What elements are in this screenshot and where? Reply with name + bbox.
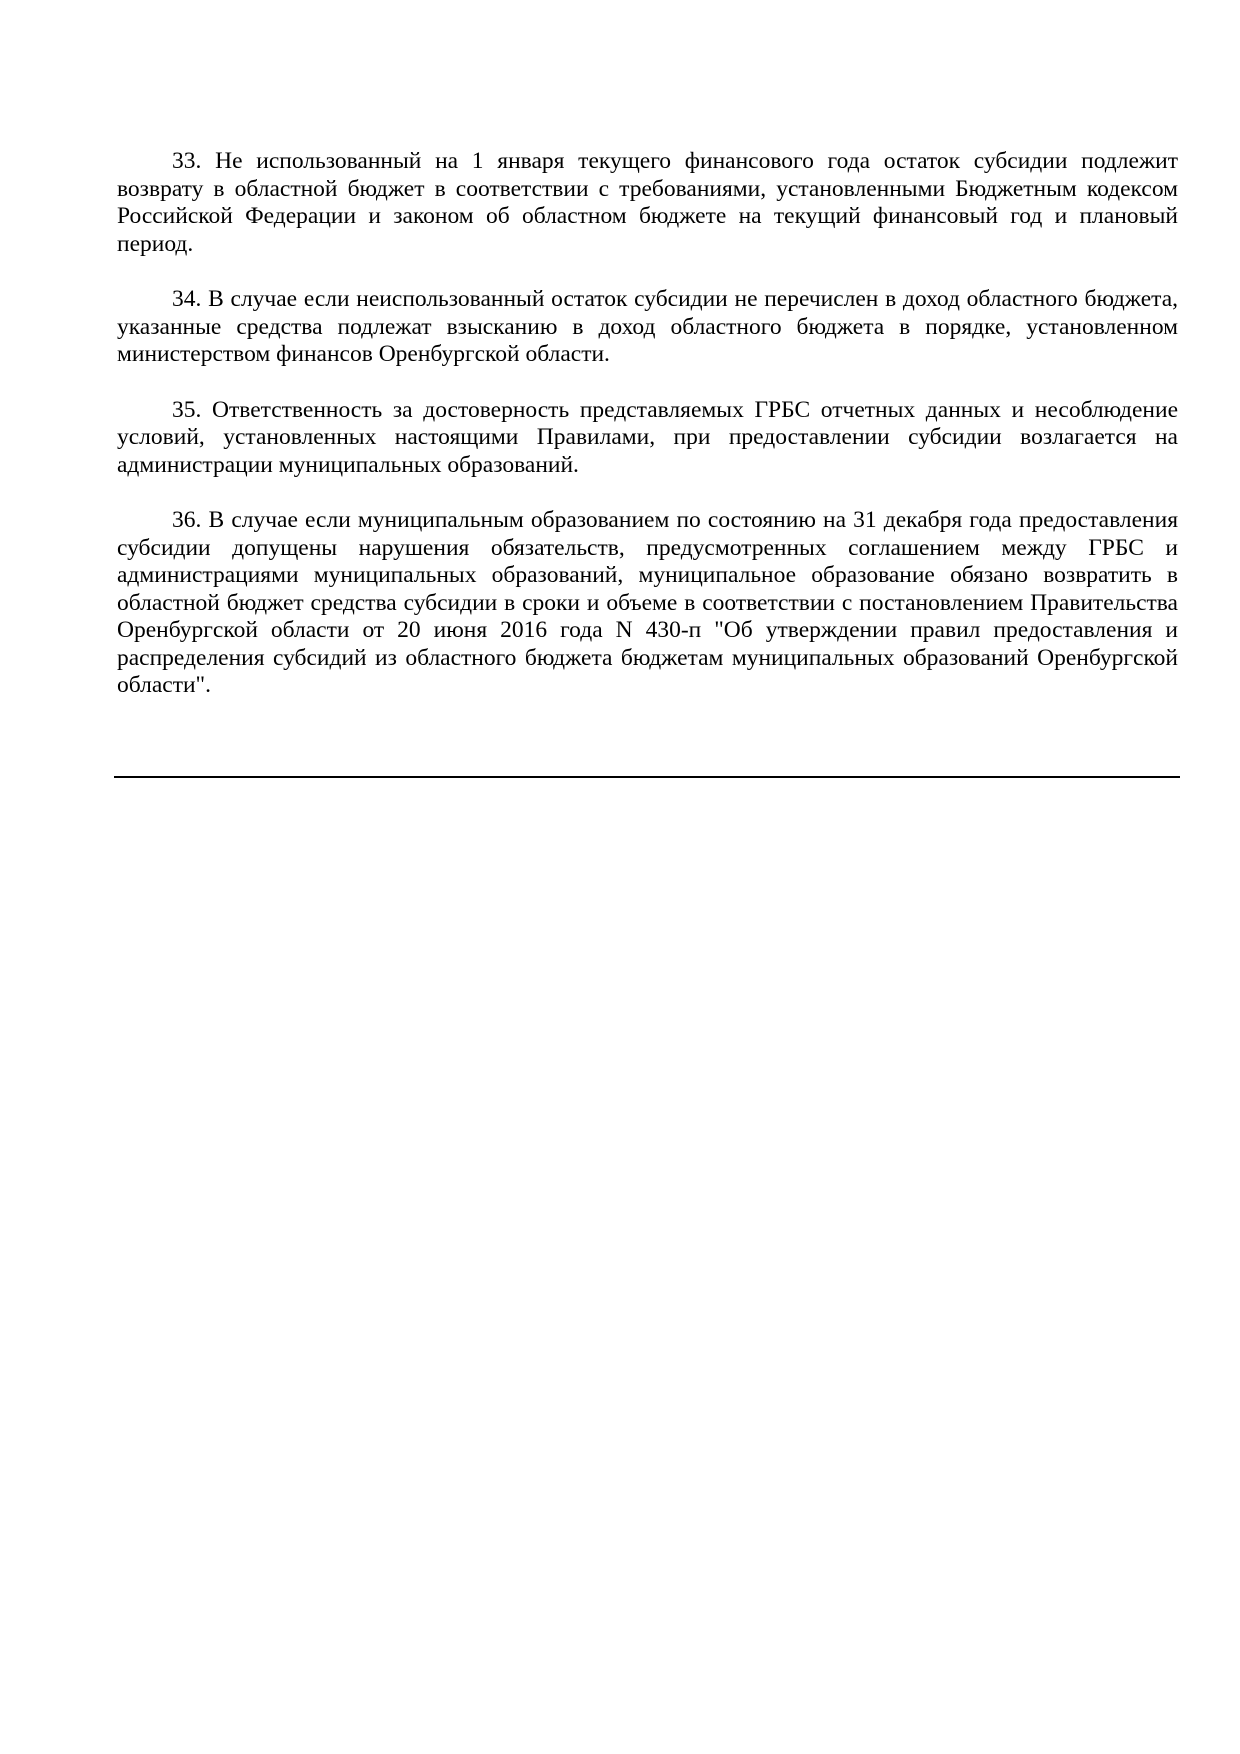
paragraph-34	[117, 286, 1178, 369]
paragraph-text: В случае если неиспользованный остаток субсидии не перечислен в доход областного бюджета, указанные средства подлежат взысканию в доход областного бюджета в порядке, установленном министерством финансов Оренбургской области.	[117, 286, 1178, 367]
paragraph-text: Не использованный на 1 января текущего финансового года остаток субсидии подлежит возврату в областной бюджет в соответствии с требованиями, установленными Бюджетным кодексом Российской Федерации и законом об областном бюджете на текущий финансовый год и плановый период.	[117, 148, 1178, 257]
paragraph-36	[117, 507, 1178, 700]
paragraph-35	[117, 397, 1178, 480]
paragraph-number: 33.	[172, 148, 202, 174]
paragraph-number: 35.	[172, 396, 202, 423]
paragraph-33	[117, 148, 1178, 258]
paragraph-number: 34.	[172, 286, 202, 312]
paragraph-number: 36.	[172, 507, 202, 533]
document-body	[117, 148, 1178, 728]
horizontal-divider	[114, 776, 1180, 778]
paragraph-text: В случае если муниципальным образованием по состоянию на 31 декабря года предоставления субсидии допущены нарушения обязательств, предусмотренных соглашением между ГРБС и администрациями муниципальных образований, муниципальное образование обязано возвратить в областной бюджет средства субсидии в сроки и объеме в соответствии с постановлением Правительства Оренбургской области от 20 июня 2016 года N 430-п "Об утверждении правил предоставления и распределения субсидий из областного бюджета бюджетам муниципальных образований Оренбургской области".	[117, 507, 1179, 698]
paragraph-text: Ответственность за достоверность представляемых ГРБС отчетных данных и несоблюдение условий, установленных настоящими Правилами, при предоставлении субсидии возлагается на администрации муниципальных образований.	[117, 396, 1178, 478]
